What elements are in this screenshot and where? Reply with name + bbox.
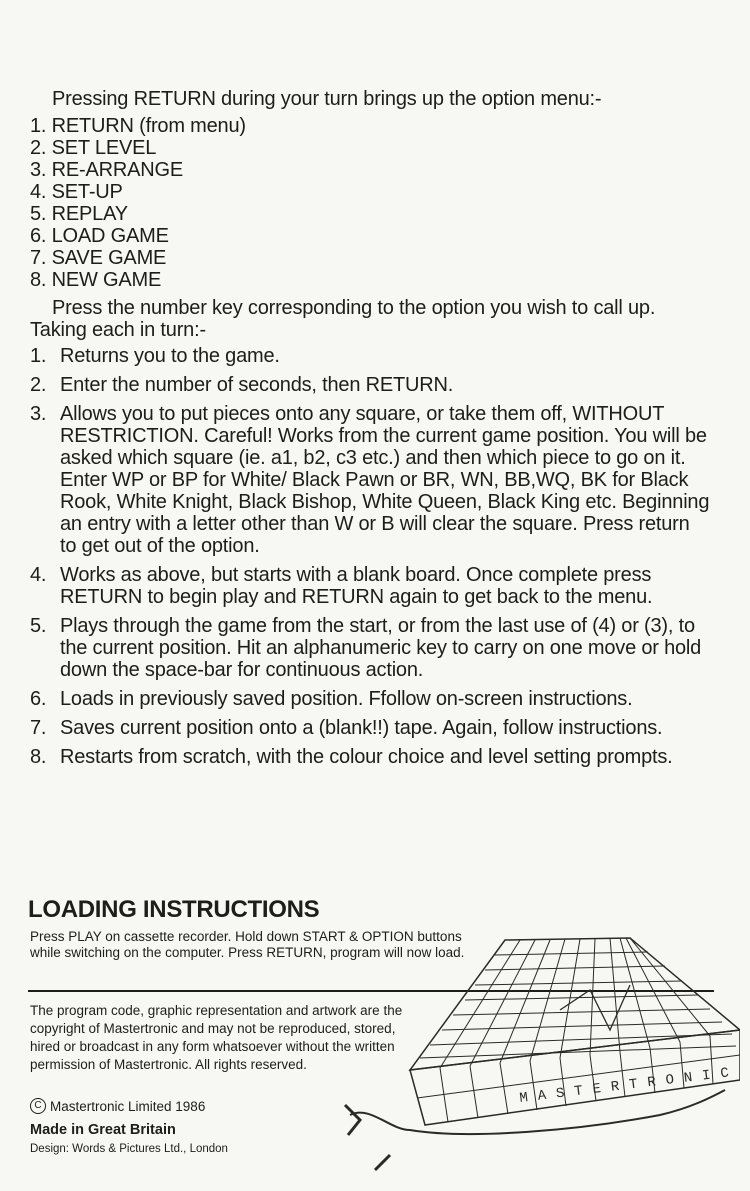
option-descriptions	[30, 345, 710, 775]
option-text: Allows you to put pieces onto any square, or take them off, WITHOUT RESTRICTION. Careful! Works from the current game position. You will be asked which square (ie. a1, b2, c3 etc.) and then which piece to go on it. Enter WP or BP for White/ Black Pawn or BR, WN, BB,WQ, BK for Black Rook, White Knight, Black Bishop, White Queen, Black King etc. Beginning an entry with a letter other than W or B will clear the square. Press return to get out of the option.	[60, 403, 710, 557]
option-text: Enter the number of seconds, then RETURN.	[60, 374, 454, 396]
option-description	[30, 374, 710, 396]
menu-item: 4. SET-UP	[30, 181, 123, 203]
option-description	[30, 688, 710, 710]
menu-item: 3. RE-ARRANGE	[30, 159, 183, 181]
menu-item: 8. NEW GAME	[30, 269, 162, 291]
menu-item: 5. REPLAY	[30, 203, 128, 225]
option-description	[30, 403, 710, 557]
option-number: 1.	[30, 345, 47, 367]
option-number: 3.	[30, 403, 47, 425]
option-text: Saves current position onto a (blank!!) tape. Again, follow instructions.	[60, 717, 663, 739]
menu-item: 2. SET LEVEL	[30, 137, 157, 159]
option-description	[30, 717, 710, 739]
option-number: 2.	[30, 374, 47, 396]
press-instructions: Press the number key corresponding to the option you wish to call up. Taking each in turn:-	[30, 297, 656, 341]
option-text: Returns you to the game.	[60, 345, 280, 367]
menu-item: 1. RETURN (from menu)	[30, 115, 246, 137]
option-number: 8.	[30, 746, 47, 768]
design-credit: Design: Words & Pictures Ltd., London	[30, 1143, 228, 1155]
option-description	[30, 345, 710, 367]
made-in-label: Made in Great Britain	[30, 1122, 176, 1138]
option-number: 6.	[30, 688, 47, 710]
menu-item: 6. LOAD GAME	[30, 225, 169, 247]
option-text: Loads in previously saved position. Ffollow on-screen instructions.	[60, 688, 633, 710]
option-text: Restarts from scratch, with the colour choice and level setting prompts.	[60, 746, 673, 768]
copyright-icon: C	[30, 1098, 46, 1114]
loading-text: Press PLAY on cassette recorder. Hold down START & OPTION buttons while switching on the computer. Press RETURN, program will now load.	[30, 929, 465, 960]
menu-item: 7. SAVE GAME	[30, 247, 167, 269]
option-text: Plays through the game from the start, or from the last use of (4) or (3), to the current position. Hit an alphanumeric key to carry on one move or hold down the space-bar for continuous action.	[60, 615, 702, 681]
intro-text: Pressing RETURN during your turn brings up the option menu:-	[52, 88, 602, 110]
option-number: 4.	[30, 564, 47, 586]
copyright-notice: The program code, graphic representation and artwork are the copyright of Mastertronic and may not be reproduced, stored, hired or broadcast in any form whatsoever without the written permission of Mastertronic. All rights reserved.	[30, 1003, 403, 1072]
company-name: Mastertronic Limited 1986	[50, 1098, 206, 1114]
company-line	[30, 1098, 205, 1114]
option-number: 7.	[30, 717, 47, 739]
loading-title: LOADING INSTRUCTIONS	[28, 896, 320, 923]
option-description	[30, 564, 710, 608]
option-text: Works as above, but starts with a blank board. Once complete press RETURN to begin play and RETURN again to get back to the menu.	[60, 564, 653, 608]
mastertronic-logo-illustration	[330, 930, 740, 1180]
option-description	[30, 746, 710, 768]
option-description	[30, 615, 710, 681]
option-number: 5.	[30, 615, 47, 637]
option-menu-list	[30, 115, 430, 291]
logo-text: MASTERTRONIC	[518, 1064, 740, 1107]
